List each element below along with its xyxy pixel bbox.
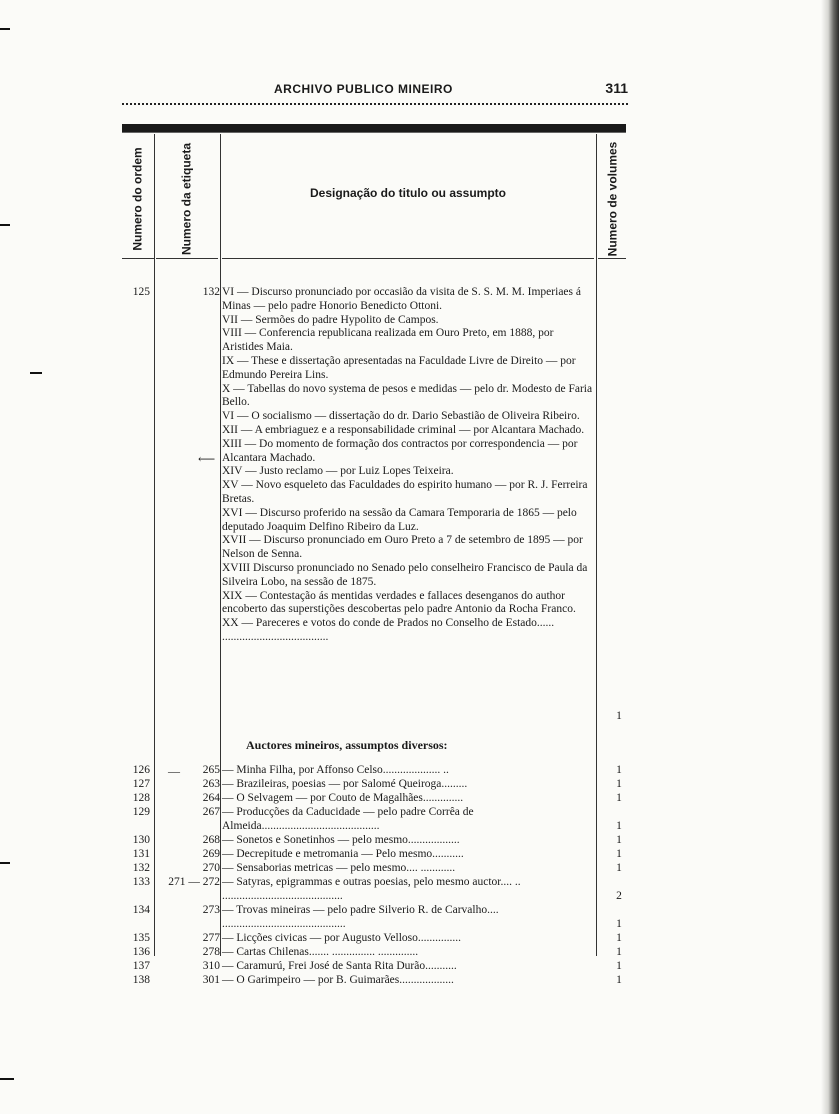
entry-text: XV — Novo esqueleto das Faculdades do espirito humano — por R. J. Ferreira Bretas.	[222, 479, 588, 505]
column-header-designacao: Designação do titulo ou assumpto	[309, 186, 506, 200]
order-number: 126	[132, 764, 150, 776]
volume-count: 1	[616, 764, 622, 776]
volume-count: 1	[616, 932, 622, 944]
header-underline	[598, 258, 626, 259]
column-header-etiqueta: Numero da etiqueta	[179, 142, 194, 256]
order-number: 132	[132, 862, 150, 874]
running-title: ARCHIVO PUBLICO MINEIRO	[274, 82, 453, 96]
entry-text: — Caramurú, Frei José de Santa Rita Durão...........	[222, 960, 457, 972]
order-number: 130	[132, 834, 150, 846]
order-number: 136	[132, 946, 150, 958]
margin-mark	[0, 28, 10, 30]
header-underline	[156, 258, 218, 259]
section-subheading: Auctores mineiros, assumptos diversos:	[246, 738, 448, 752]
margin-mark	[0, 1078, 14, 1080]
order-number: 128	[132, 792, 150, 804]
header-underline	[222, 258, 594, 259]
label-number: 265	[202, 764, 220, 776]
column-header-volumes: Numero de volumes	[605, 141, 620, 257]
margin-arrow-icon: ⟵	[198, 452, 216, 466]
label-number: 132	[202, 286, 220, 298]
label-number: 268	[202, 834, 220, 846]
volume-count: 2	[616, 890, 622, 902]
label-number: 301	[202, 974, 220, 986]
volume-count: 1	[616, 960, 622, 972]
order-number: 125	[132, 286, 150, 298]
entry-text: VIII — Conferencia republicana realizada em Ouro Preto, em 1888, por Aristides Maia.	[222, 327, 554, 354]
entry-text: XIV — Justo reclamo — por Luiz Lopes Teixeira.	[222, 465, 454, 478]
entry-text: X — Tabellas do novo systema de pesos e medidas — pelo dr. Modesto de Faria Bello.	[222, 382, 593, 409]
entry-text: XVIII Discurso pronunciado no Senado pelo conselheiro Francisco de Paula da Silveira Lobo, na sessão de 1875.	[222, 561, 588, 588]
order-number: 134	[132, 904, 150, 916]
page-header	[122, 80, 628, 102]
order-number: 127	[132, 778, 150, 790]
entry-text: — Licções civicas — por Augusto Velloso...............	[222, 932, 462, 944]
column-divider	[154, 134, 155, 956]
order-number: 131	[132, 848, 150, 860]
entry-text: XVII — Discurso pronunciado em Ouro Preto a 7 de setembro de 1895 — por Nelson de Senna.	[222, 534, 583, 561]
order-number: 129	[132, 806, 150, 818]
entry-text: — Satyras, epigrammas e outras poesias, pelo mesmo auctor.... .. ..........................................	[222, 876, 521, 902]
header-underline	[122, 258, 154, 259]
order-number: 133	[132, 876, 150, 888]
volume-count: 1	[616, 834, 622, 846]
entry-text: — Producções da Caducidade — pelo padre Corrêa de Almeida.........................................	[222, 806, 474, 832]
label-number: 269	[202, 848, 220, 860]
entry-text: VII — Sermões do padre Hypolito de Campos.	[222, 313, 439, 326]
entry-text: — Brazileiras, poesias — por Salomé Queiroga.........	[222, 778, 468, 790]
order-number: 137	[132, 960, 150, 972]
volume-count: 1	[616, 848, 622, 860]
entry-text: — Cartas Chilenas....... ............... ..............	[222, 946, 419, 958]
label-number: 271 — 272	[168, 876, 220, 888]
volume-count: 1	[616, 862, 622, 874]
volume-count: 1	[616, 974, 622, 986]
margin-mark	[0, 224, 10, 226]
entry-text: XVI — Discurso proferido na sessão da Camara Temporaria de 1865 — pelo deputado Joaquim Delfino Ribeiro da Luz.	[222, 506, 577, 533]
page-number: 311	[605, 80, 628, 96]
label-number: 278	[202, 946, 220, 958]
margin-dash: —	[168, 764, 180, 778]
entry-text: — Minha Filha, por Affonso Celso.................... ..	[222, 764, 449, 776]
volume-count: 1	[616, 792, 622, 804]
volume-count: 1	[616, 820, 622, 832]
label-number: 310	[202, 960, 220, 972]
entry-text: — O Selvagem — por Couto de Magalhães..............	[222, 792, 464, 804]
label-number: 267	[202, 806, 220, 818]
entry-text: — Sonetos e Sonetinhos — pelo mesmo..................	[222, 834, 460, 846]
column-header-ordem: Numero do ordem	[130, 147, 145, 251]
volume-count: 1	[616, 946, 622, 958]
margin-mark	[30, 372, 42, 374]
entry-text: — Decrepitude e metromania — Pelo mesmo...........	[222, 848, 464, 860]
order-number: 135	[132, 932, 150, 944]
scan-edge	[821, 0, 839, 1114]
label-number: 264	[202, 792, 220, 804]
entry-text: — Trovas mineiras — pelo padre Silverio R. de Carvalho.... ...........................................	[222, 904, 499, 930]
entry-text: XIX — Contestação ás mentidas verdades e fallaces desenganos do author encoberto das superstições descobertas pelo padre Antonio da Rocha Franco.	[222, 589, 576, 616]
header-rule	[122, 103, 628, 105]
entry-text: — Sensaborias metricas — pelo mesmo.... ............	[222, 862, 456, 874]
entry-text: VI — O socialismo — dissertação do dr. Dario Sebastião de Oliveira Ribeiro.	[222, 410, 580, 423]
label-number: 273	[202, 904, 220, 916]
label-number: 263	[202, 778, 220, 790]
label-number: 270	[202, 862, 220, 874]
volume-count: 1	[616, 710, 622, 722]
column-divider	[596, 134, 597, 956]
entry-text: XII — A embriaguez e a responsabilidade criminal — por Alcantara Machado.	[222, 423, 585, 436]
entry-text: XX — Pareceres e votos do conde de Prados no Conselho de Estado...... .....................................	[222, 617, 555, 643]
label-number: 277	[202, 932, 220, 944]
volume-count: 1	[616, 778, 622, 790]
entry-text: — O Garimpeiro — por B. Guimarães...................	[222, 974, 454, 986]
order-number: 138	[132, 974, 150, 986]
margin-mark	[0, 862, 10, 864]
entry-text: XIII — Do momento de formação dos contractos por correspondencia — por Alcantara Machado.	[222, 437, 578, 464]
entry-block	[222, 286, 594, 645]
entry-text: VI — Discurso pronunciado por occasião da visita de S. S. M. M. Imperiaes á Minas — pelo padre Honorio Benedicto Ottoni.	[222, 286, 581, 312]
table-top-rule	[122, 124, 626, 133]
entry-text: IX — These e dissertação apresentadas na Faculdade Livre de Direito — por Edmundo Pereira Lins.	[222, 354, 576, 381]
volume-count: 1	[616, 918, 622, 930]
column-divider	[220, 134, 221, 956]
